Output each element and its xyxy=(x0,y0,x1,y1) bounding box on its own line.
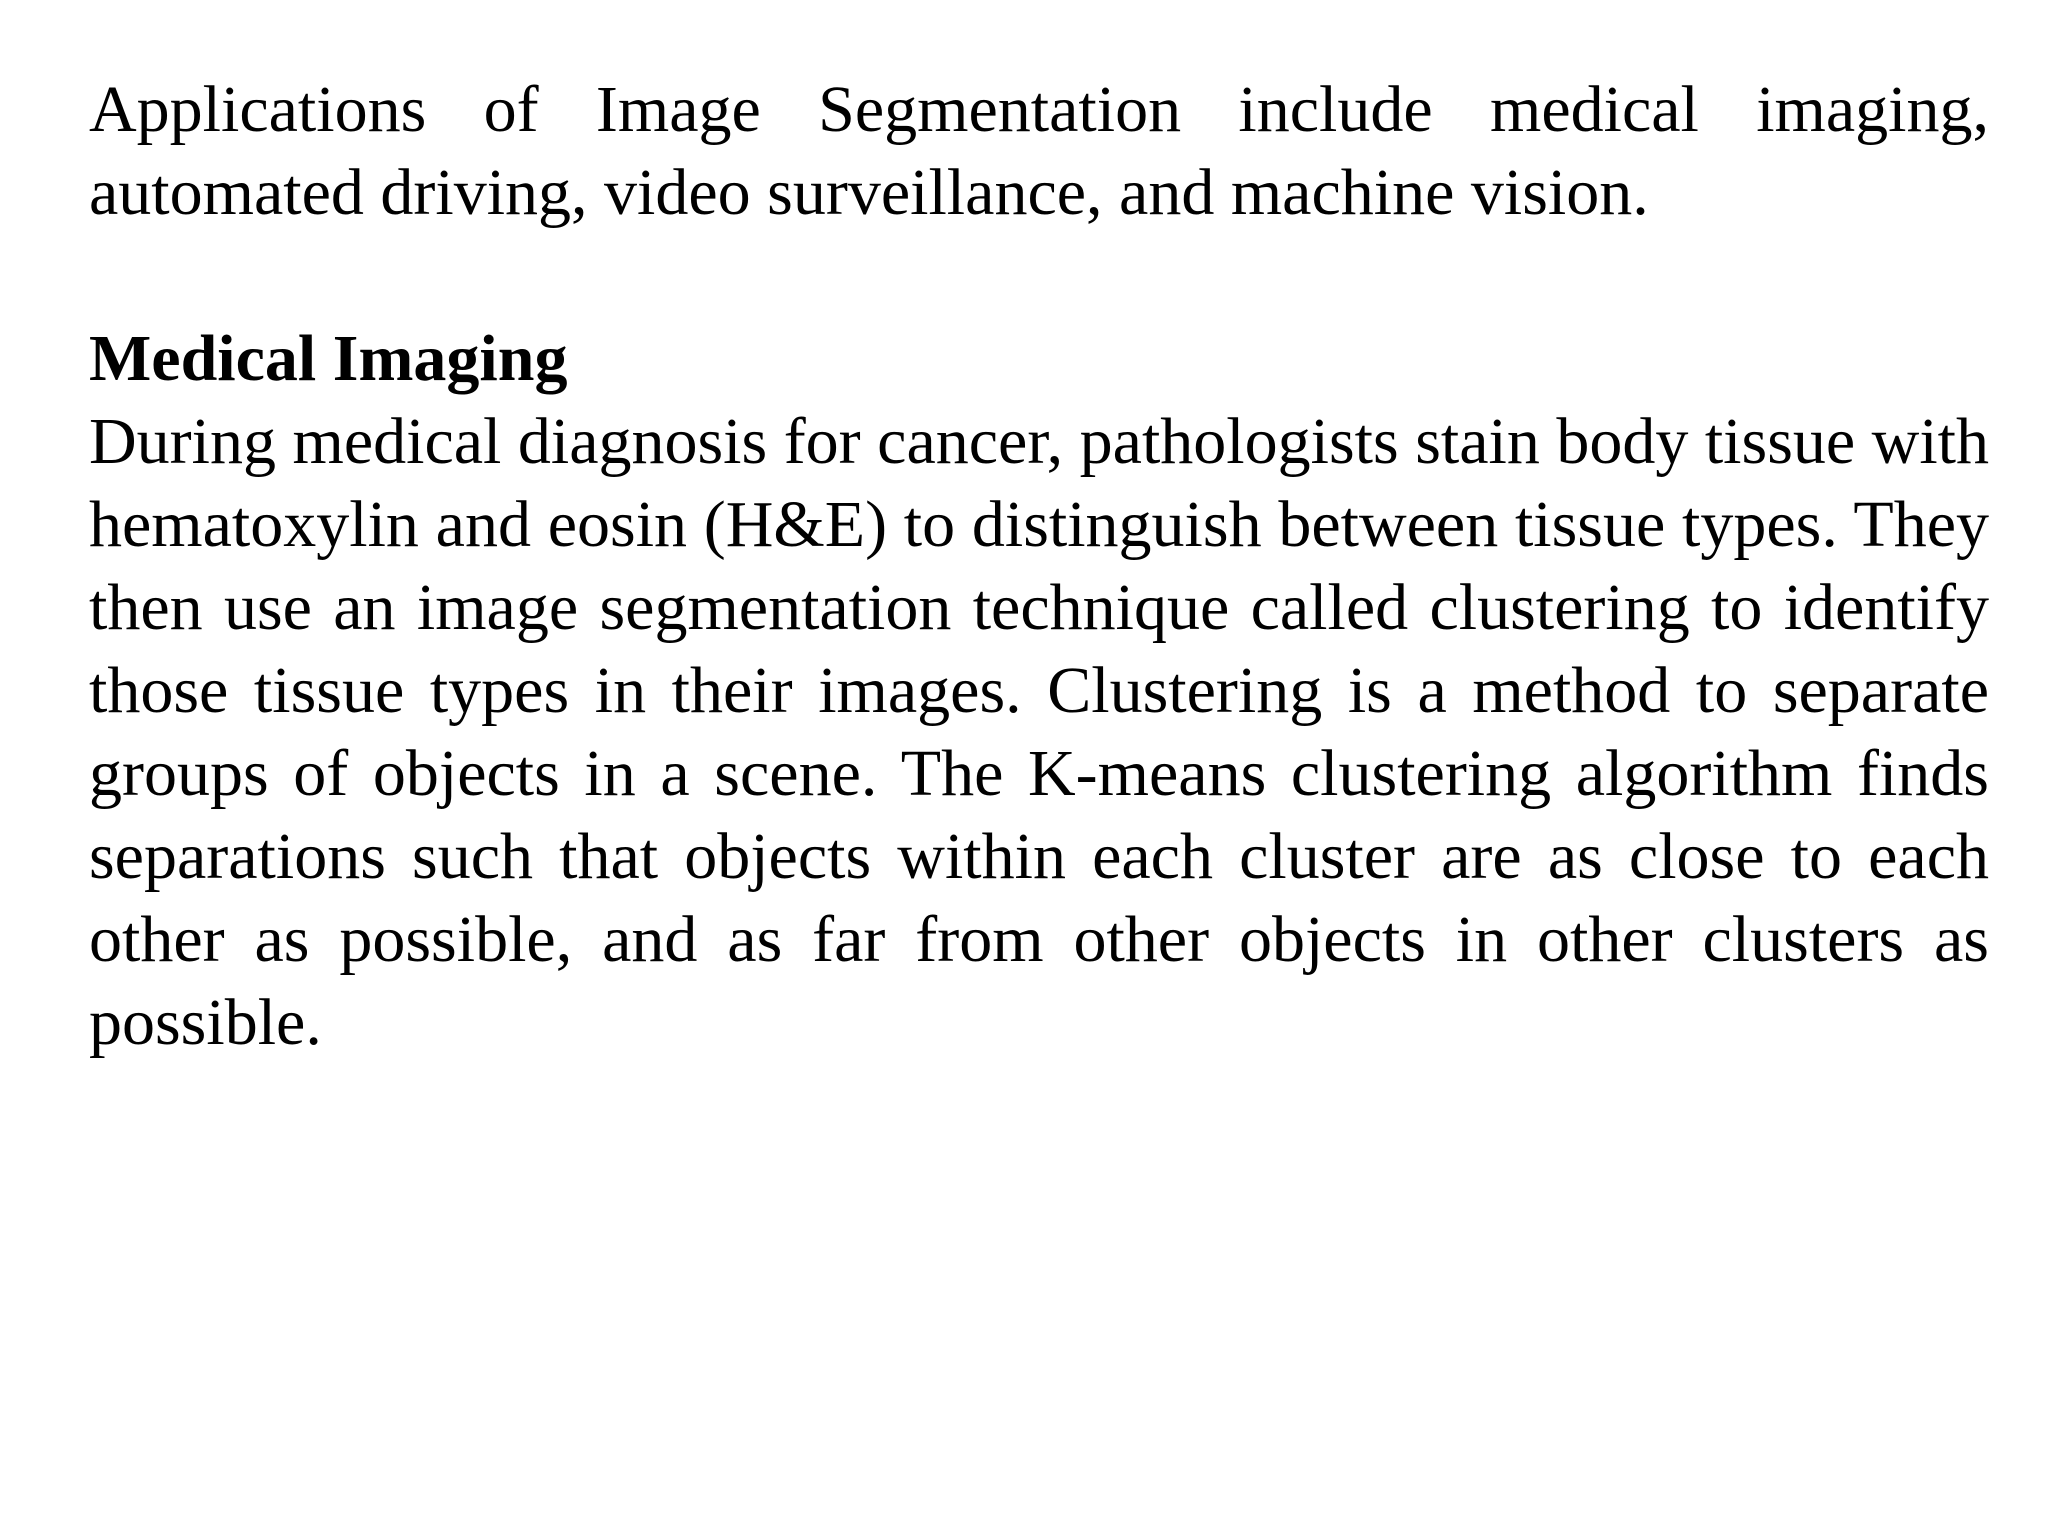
document-page xyxy=(89,68,1989,1064)
section-body-paragraph: During medical diagnosis for cancer, pathologists stain body tissue with hematoxylin and eosin (H&E) to distinguish between tissue types. They then use an image segmentation technique called clustering to identify those tissue types in their images. Clustering is a method to separate groups of objects in a scene. The K-means clustering algorithm finds separations such that objects within each cluster are as close to each other as possible, and as far from other objects in other clusters as possible. xyxy=(89,405,1990,1059)
section-heading: Medical Imaging xyxy=(89,322,568,395)
intro-paragraph: Applications of Image Segmentation include medical imaging, automated driving, video surveillance, and machine vision. xyxy=(89,73,1989,229)
